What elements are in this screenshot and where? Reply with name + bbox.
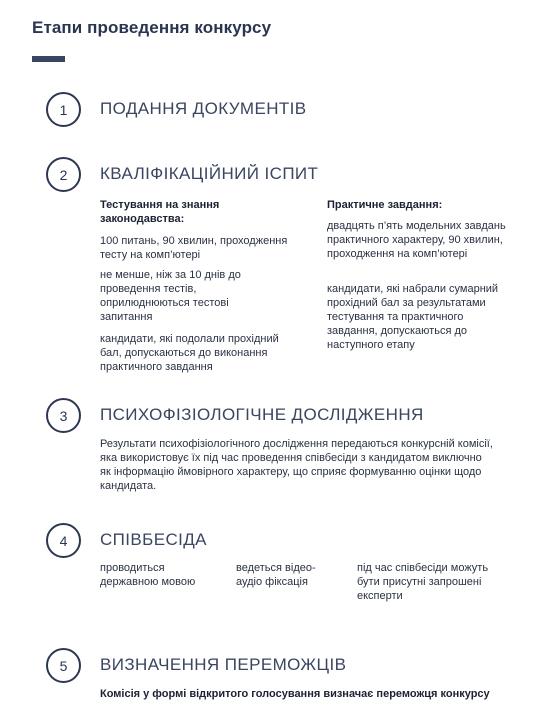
step-3-text: Результати психофізіологічного дослідження передаються конкурсній комісії, яка використовує їх під час проведення співбесіди з кандидатом виключно як інформацію ймовірного характеру, що сприяє формуванню оцінки щодо кандидата. bbox=[100, 438, 493, 492]
step-5-title: ВИЗНАЧЕННЯ ПЕРЕМОЖЦІВ bbox=[100, 655, 347, 674]
step-1-number: 1 bbox=[46, 92, 81, 127]
step-4-column-3: під час співбесіди можуть бути присутні запрошені експерти bbox=[357, 562, 489, 602]
step-2-left-paragraph-1: 100 питань, 90 хвилин, проходження тесту на комп’ютері bbox=[100, 235, 288, 261]
step-2-right-paragraph-1: двадцять п’ять модельних завдань практичного характеру, 90 хвилин, проходження на комп’ютері bbox=[327, 220, 506, 260]
step-2-left-paragraph-2: не менше, ніж за 10 днів до проведення тестів, оприлюднюються тестові запитання bbox=[100, 269, 241, 323]
step-3-number: 3 bbox=[46, 398, 81, 433]
step-2-left-paragraph-3: кандидати, які подолали прохідний бал, допускаються до виконання практичного завдання bbox=[100, 333, 279, 373]
step-4-column-2: ведеться відео-аудіо фіксація bbox=[236, 562, 316, 588]
step-2-right-heading: Практичне завдання: bbox=[327, 199, 443, 211]
page-title: Етапи проведення конкурсу bbox=[32, 18, 272, 37]
step-2-number: 2 bbox=[46, 157, 81, 192]
step-4-column-1: проводиться державною мовою bbox=[100, 562, 196, 588]
step-2-right-paragraph-2: кандидати, які набрали сумарний прохідний бал за результатами тестування та практичного завдання, допускаються до наступного етапу bbox=[327, 283, 499, 351]
step-5-text: Комісія у формі відкритого голосування визначає переможця конкурсу bbox=[100, 688, 490, 700]
step-2-left-heading: Тестування на знання законодавства: bbox=[100, 199, 220, 225]
step-2-title: КВАЛІФІКАЦІЙНИЙ ІСПИТ bbox=[100, 164, 319, 183]
step-4-number: 4 bbox=[46, 523, 81, 558]
title-underline bbox=[32, 56, 65, 62]
step-4-title: СПІВБЕСІДА bbox=[100, 530, 207, 549]
step-5-number: 5 bbox=[46, 648, 81, 683]
step-3-title: ПСИХОФІЗІОЛОГІЧНЕ ДОСЛІДЖЕННЯ bbox=[100, 405, 424, 424]
step-1-title: ПОДАННЯ ДОКУМЕНТІВ bbox=[100, 99, 307, 118]
